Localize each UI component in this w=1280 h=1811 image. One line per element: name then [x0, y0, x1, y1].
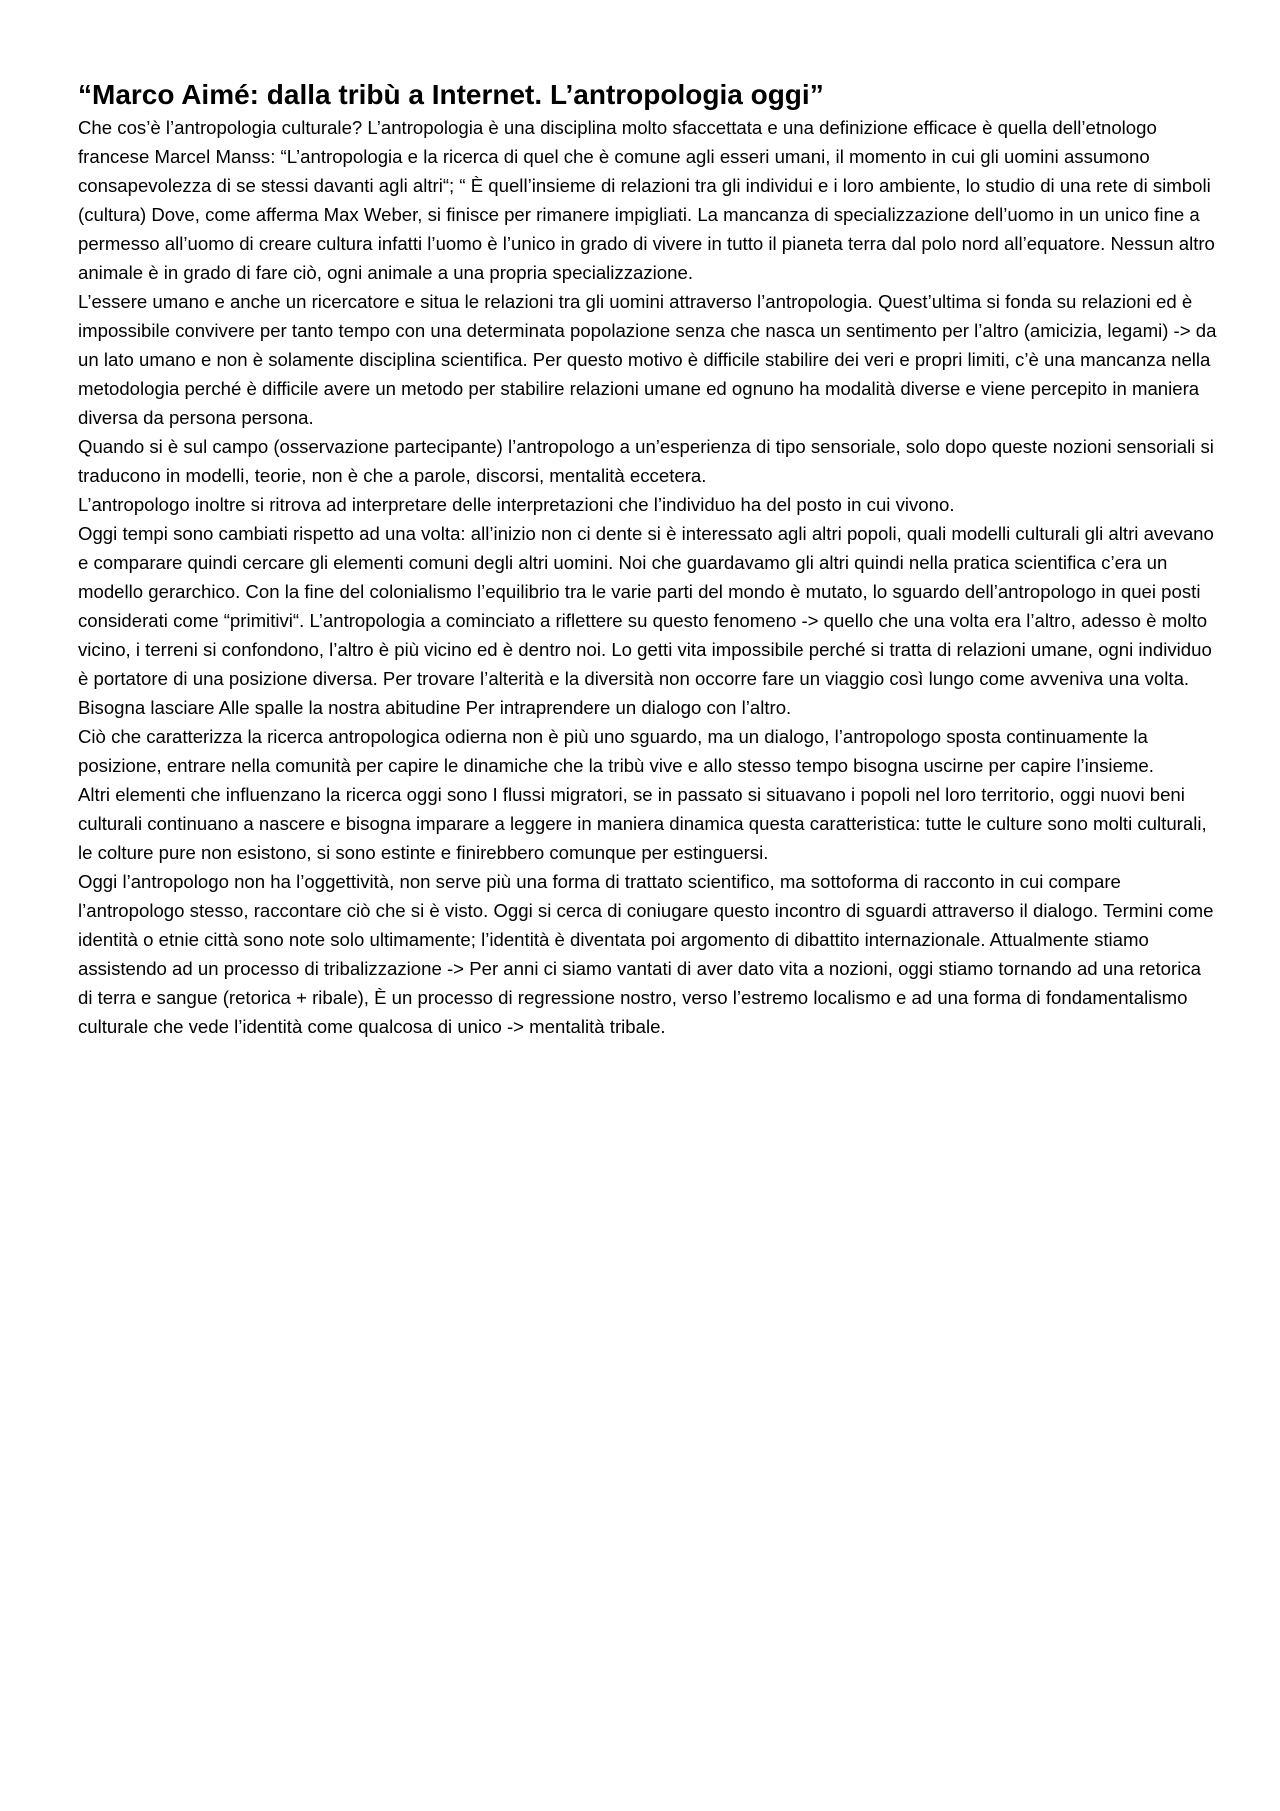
paragraph-migration: Altri elementi che influenzano la ricerca oggi sono I flussi migratori, se in passato si situavano i popoli nel loro territorio, oggi nuovi beni culturali continuano a nascere e bisogna imparare a leggere in maniera dinamica questa caratteristica: tutte le culture sono molti culturali, le colture pure non esistono, si sono estinte e finirebbero comunque per estinguersi. — [78, 784, 1207, 863]
paragraph-dialogue: Ciò che caratterizza la ricerca antropologica odierna non è più uno sguardo, ma un dialogo, l’antropologo sposta continuamente la posizione, entrare nella comunità per capire le dinamiche che la tribù vive e allo stesso tempo bisogna uscirne per capire l’insieme. — [78, 726, 1154, 776]
paragraph-interpretation: L’antropologo inoltre si ritrova ad interpretare delle interpretazioni che l’individuo ha del posto in cui vivono. — [78, 494, 955, 515]
document-body — [78, 113, 1218, 1041]
document-content — [78, 78, 1218, 1041]
paragraph-researcher: L’essere umano e anche un ricercatore e situa le relazioni tra gli uomini attraverso l’antropologia. Quest’ultima si fonda su relazioni ed è impossibile convivere per tanto tempo con una determinata popolazione senza che nasca un sentimento per l’altro (amicizia, legami) -> da un lato umano e non è solamente disciplina scientifica. Per questo motivo è difficile stabilire dei veri e propri limiti, c’è una mancanza nella metodologia perché è difficile avere un metodo per stabilire relazioni umane ed ognuno ha modalità diverse e viene percepito in maniera diversa da persona persona. — [78, 291, 1217, 428]
paragraph-changing-times: Oggi tempi sono cambiati rispetto ad una volta: all’inizio non ci dente si è interessato agli altri popoli, quali modelli culturali gli altri avevano e comparare quindi cercare gli elementi comuni degli altri uomini. Noi che guardavamo gli altri quindi nella pratica scientifica c’era un modello gerarchico. Con la fine del colonialismo l’equilibrio tra le varie parti del mondo è mutato, lo sguardo dell’antropologo in quei posti considerati come “primitivi“. L’antropologia a cominciato a riflettere su questo fenomeno -> quello che una volta era l’altro, adesso è molto vicino, i terreni si confondono, l’altro è più vicino ed è dentro noi. Lo getti vita impossibile perché si tratta di relazioni umane, ogni individuo è portatore di una posizione diversa. Per trovare l’alterità e la diversità non occorre fare un viaggio così lungo come avveniva una volta. Bisogna lasciare Alle spalle la nostra abitudine Per intraprendere un dialogo con l’altro. — [78, 523, 1214, 718]
document-title: “Marco Aimé: dalla tribù a Internet. L’antropologia oggi” — [78, 79, 824, 110]
paragraph-field-work: Quando si è sul campo (osservazione partecipante) l’antropologo a un’esperienza di tipo sensoriale, solo dopo queste nozioni sensoriali si traducono in modelli, teorie, non è che a parole, discorsi, mentalità eccetera. — [78, 436, 1214, 486]
paragraph-intro: Che cos’è l’antropologia culturale? L’antropologia è una disciplina molto sfaccettata e una definizione efficace è quella dell’etnologo francese Marcel Manss: “L’antropologia e la ricerca di quel che è comune agli esseri umani, il momento in cui gli uomini assumono consapevolezza di se stessi davanti agli altri“; “ È quell’insieme di relazioni tra gli individui e i loro ambiente, lo studio di una rete di simboli (cultura) Dove, come afferma Max Weber, si finisce per rimanere impigliati. La mancanza di specializzazione dell’uomo in un unico fine a permesso all’uomo di creare cultura infatti l’uomo è l’unico in grado di vivere in tutto il pianeta terra dal polo nord all’equatore. Nessun altro animale è in grado di fare ciò, ogni animale a una propria specializzazione. — [78, 117, 1215, 283]
paragraph-objectivity: Oggi l’antropologo non ha l’oggettività, non serve più una forma di trattato scientifico, ma sottoforma di racconto in cui compare l’antropologo stesso, raccontare ciò che si è visto. Oggi si cerca di coniugare questo incontro di sguardi attraverso il dialogo. Termini come identità o etnie città sono note solo ultimamente; l’identità è diventata poi argomento di dibattito internazionale. Attualmente stiamo assistendo ad un processo di tribalizzazione -> Per anni ci siamo vantati di aver dato vita a nozioni, oggi stiamo tornando ad una retorica di terra e sangue (retorica + ribale), È un processo di regressione nostro, verso l’estremo localismo e ad una forma di fondamentalismo culturale che vede l’identità come qualcosa di unico -> mentalità tribale. — [78, 871, 1214, 1037]
